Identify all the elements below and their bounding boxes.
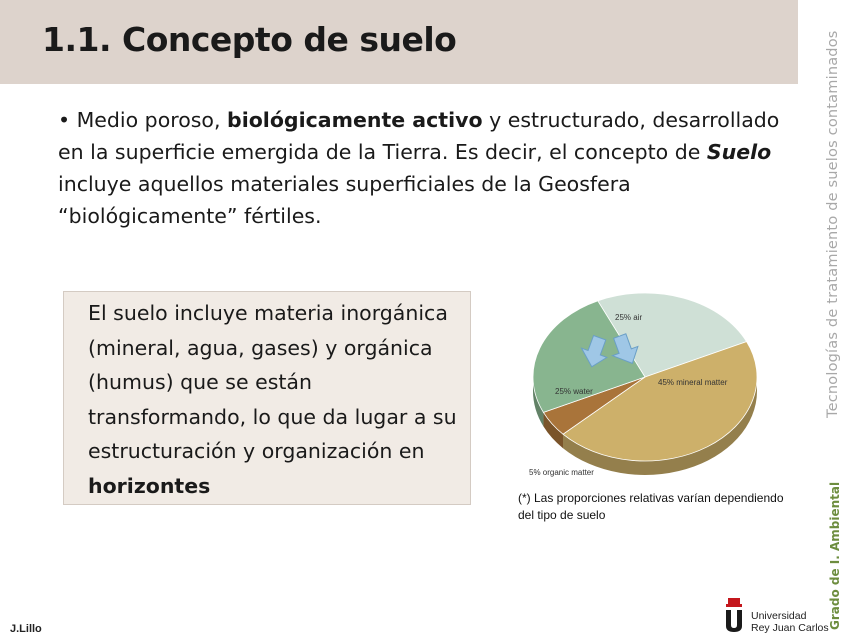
bullet-text-3: incluye aquellos materiales superficiales de la Geosfera “biológicamente” fértiles. (58, 172, 631, 228)
definition-bold-1: horizontes (88, 473, 211, 498)
pie-top-slices (533, 293, 757, 461)
footnote: (*) Las proporciones relativas varían dependiendo del tipo de suelo (518, 491, 784, 522)
bullet-bold-italic-1: Suelo (706, 140, 772, 164)
slide-title: 1.1. Concepto de suelo (42, 20, 457, 59)
bullet-marker: • (58, 108, 71, 132)
pie-svg (525, 285, 765, 485)
university-line-2: Rey Juan Carlos (751, 622, 829, 634)
urjc-logo-icon (722, 596, 746, 634)
bullet-text-1: Medio poroso, (70, 108, 228, 132)
degree-label-vertical: Grado de I. Ambiental (828, 481, 842, 630)
university-line-1: Universidad (751, 610, 807, 622)
bullet-paragraph (58, 104, 788, 232)
bullet-text-2: y estructurado, desarrollado en la superficie emergida de la Tierra. Es decir, el concepto de (58, 108, 780, 164)
label-mineral: 45% mineral matter (658, 378, 728, 387)
bullet-bold-1: biológicamente activo (227, 108, 483, 132)
definition-text (88, 296, 458, 503)
label-organic: 5% organic matter (529, 468, 594, 477)
soil-composition-pie (525, 285, 765, 485)
label-water: 25% water (555, 387, 593, 396)
definition-text-1: El suelo incluye materia inorgánica (mineral, agua, gases) y orgánica (humus) que se están transformando, lo que da lugar a su estructuración y organización en (88, 301, 457, 463)
author-initials: J.Lillo (10, 623, 42, 635)
label-air: 25% air (615, 313, 643, 322)
university-name (751, 610, 829, 634)
course-title-vertical: Tecnologías de tratamiento de suelos contaminados (825, 30, 841, 418)
